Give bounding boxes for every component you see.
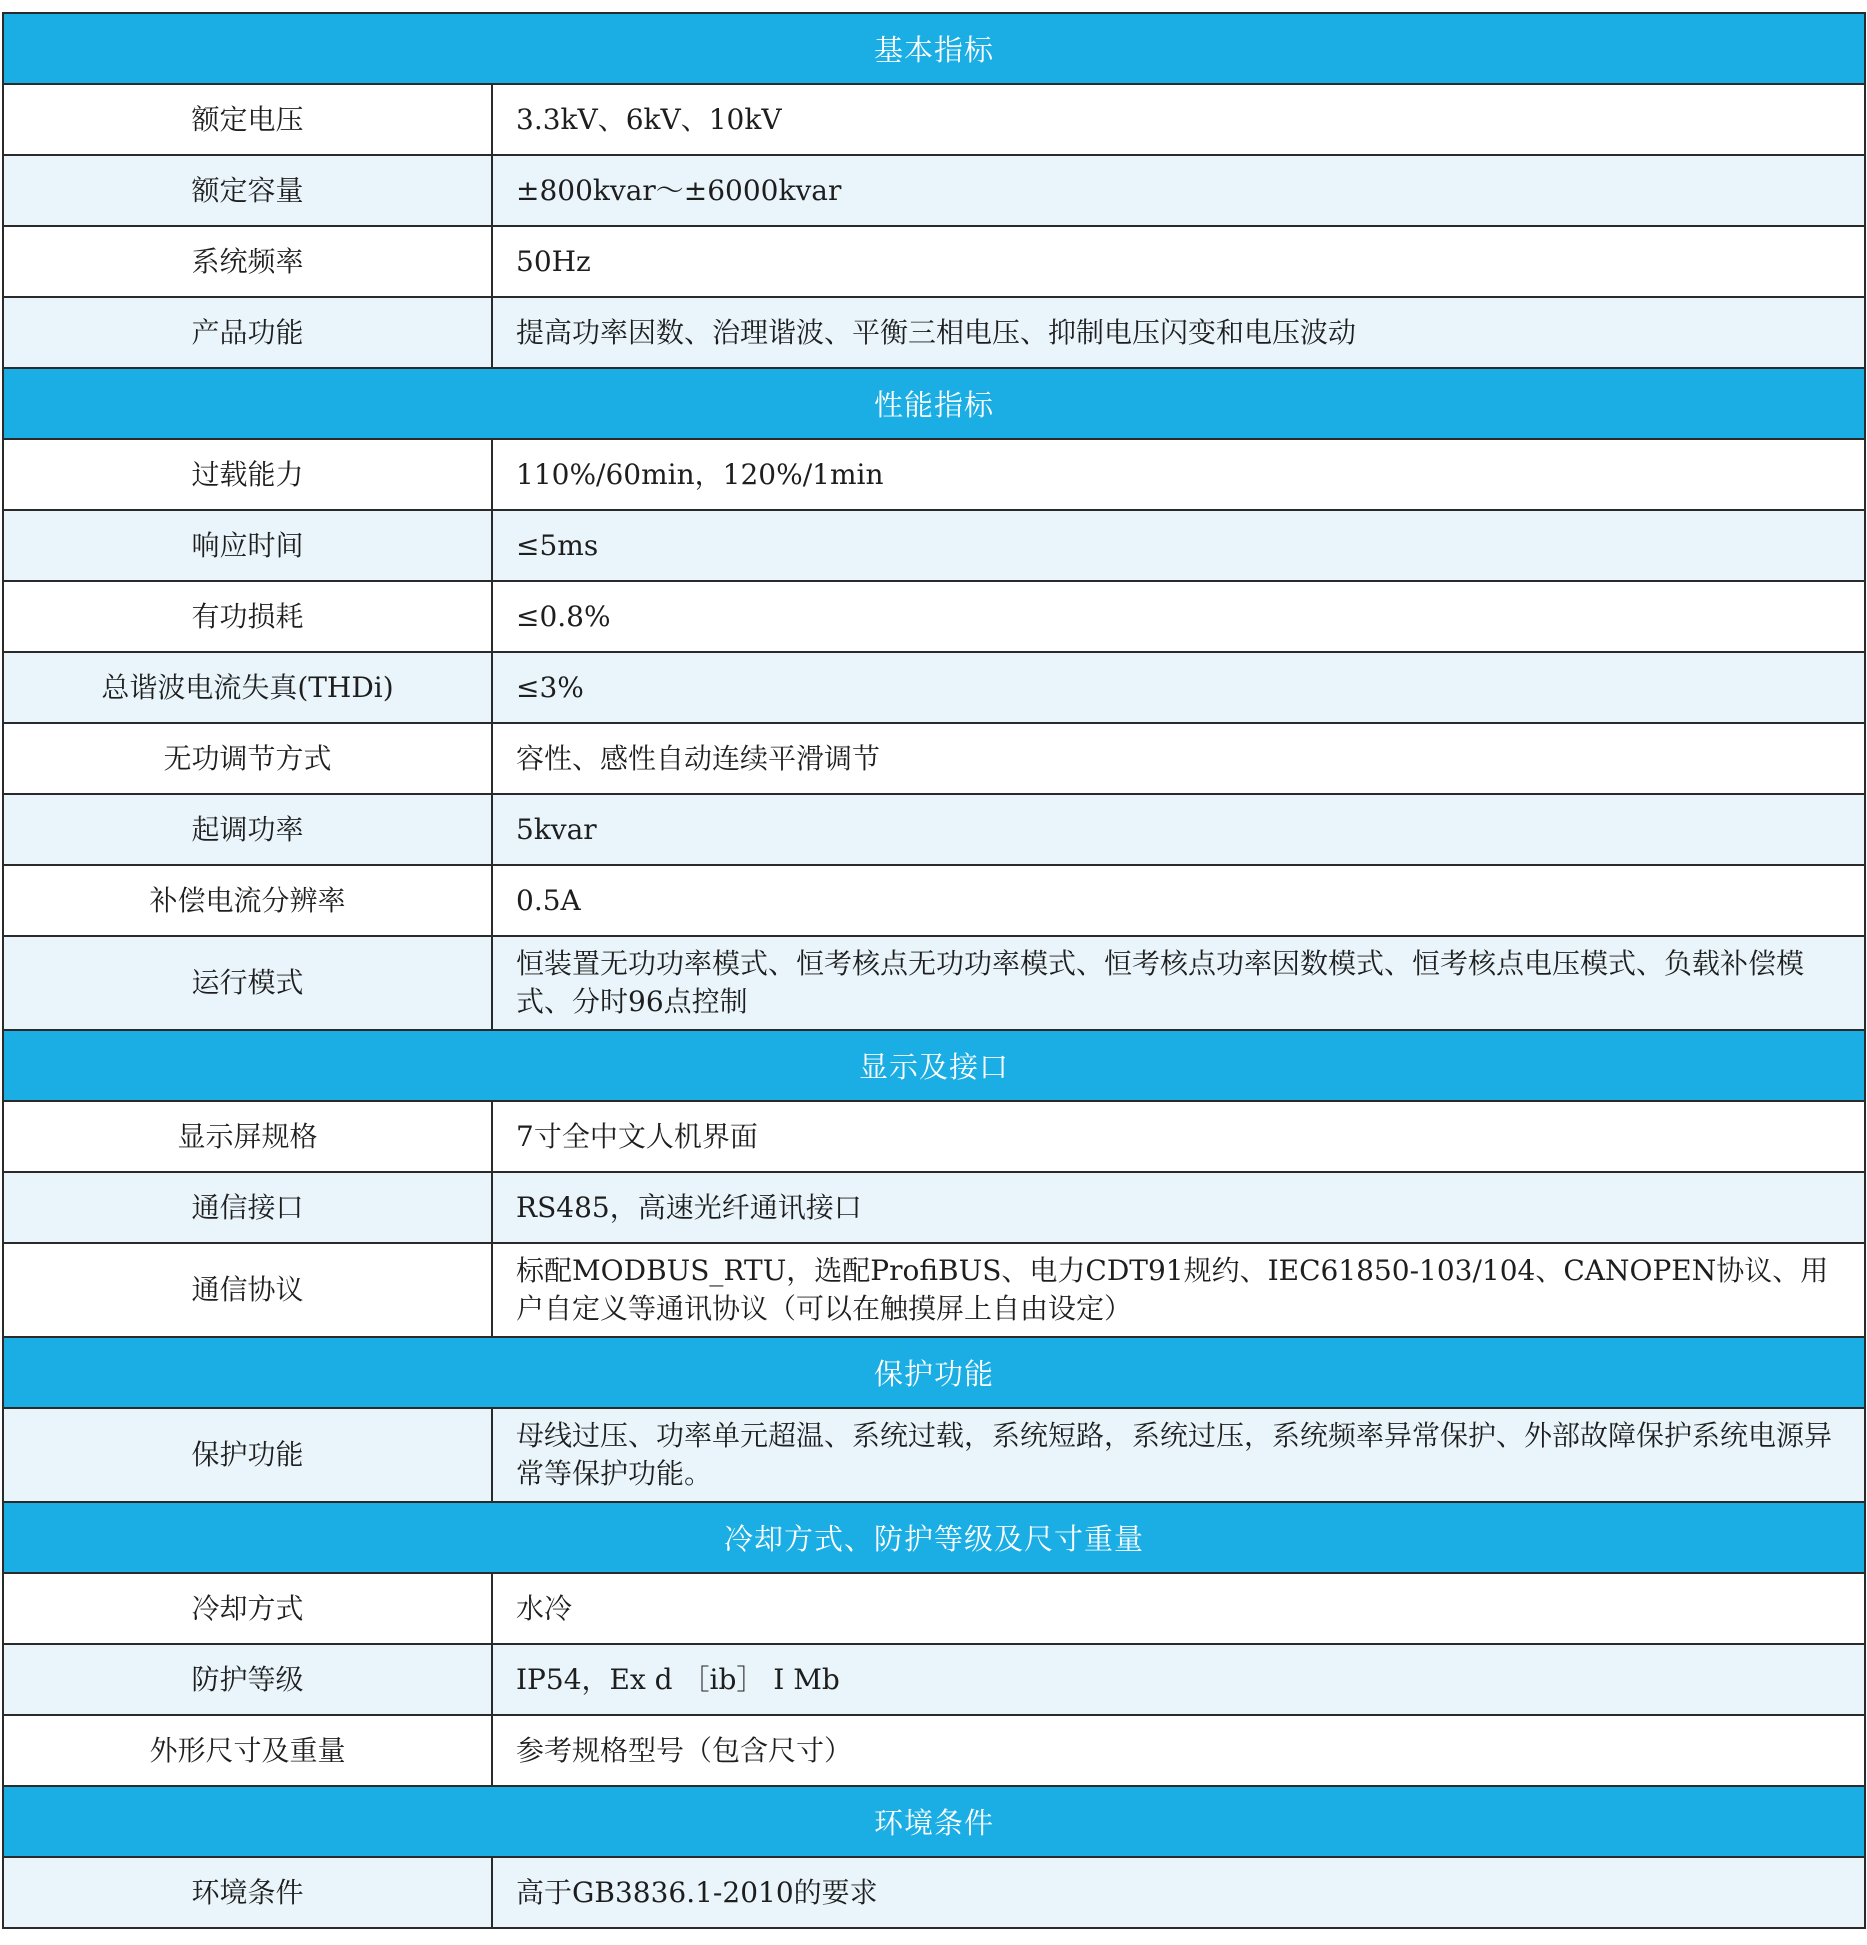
table-row	[3, 510, 1865, 581]
table-row	[3, 1172, 1865, 1243]
row-value: 50Hz	[492, 226, 1865, 297]
row-value: 容性、感性自动连续平滑调节	[492, 723, 1865, 794]
row-label: 冷却方式	[3, 1573, 492, 1644]
table-row	[3, 1715, 1865, 1786]
table-row	[3, 936, 1865, 1030]
row-label: 有功损耗	[3, 581, 492, 652]
table-row	[3, 1644, 1865, 1715]
row-label: 通信协议	[3, 1243, 492, 1337]
row-label: 环境条件	[3, 1857, 492, 1928]
row-label: 显示屏规格	[3, 1101, 492, 1172]
table-row	[3, 1101, 1865, 1172]
row-label: 起调功率	[3, 794, 492, 865]
row-value: 110%/60min，120%/1min	[492, 439, 1865, 510]
section-header-performance	[3, 368, 1865, 439]
section-header-cooling-dimensions	[3, 1502, 1865, 1573]
table-row	[3, 794, 1865, 865]
row-value: ≤3%	[492, 652, 1865, 723]
table-row	[3, 652, 1865, 723]
row-value: 提高功率因数、治理谐波、平衡三相电压、抑制电压闪变和电压波动	[492, 297, 1865, 368]
row-label: 响应时间	[3, 510, 492, 581]
row-label: 总谐波电流失真(THDi)	[3, 652, 492, 723]
table-row	[3, 723, 1865, 794]
spec-table	[2, 12, 1866, 1929]
table-row	[3, 84, 1865, 155]
row-value: 高于GB3836.1-2010的要求	[492, 1857, 1865, 1928]
row-label: 运行模式	[3, 936, 492, 1030]
section-title: 保护功能	[3, 1337, 1865, 1408]
row-label: 额定电压	[3, 84, 492, 155]
row-value: RS485，高速光纤通讯接口	[492, 1172, 1865, 1243]
row-value: ±800kvar～±6000kvar	[492, 155, 1865, 226]
section-header-environment	[3, 1786, 1865, 1857]
row-label: 产品功能	[3, 297, 492, 368]
row-label: 防护等级	[3, 1644, 492, 1715]
row-value: ≤5ms	[492, 510, 1865, 581]
row-value: 5kvar	[492, 794, 1865, 865]
table-row	[3, 297, 1865, 368]
row-value: IP54，Ex d ［ib］ I Mb	[492, 1644, 1865, 1715]
row-label: 补偿电流分辨率	[3, 865, 492, 936]
row-label: 过载能力	[3, 439, 492, 510]
table-row	[3, 1573, 1865, 1644]
section-title: 基本指标	[3, 13, 1865, 84]
row-value: 标配MODBUS_RTU，选配ProfiBUS、电力CDT91规约、IEC61850-103/104、CANOPEN协议、用户自定义等通讯协议（可以在触摸屏上自由设定）	[492, 1243, 1865, 1337]
row-label: 外形尺寸及重量	[3, 1715, 492, 1786]
row-value: 7寸全中文人机界面	[492, 1101, 1865, 1172]
section-title: 冷却方式、防护等级及尺寸重量	[3, 1502, 1865, 1573]
section-header-protection	[3, 1337, 1865, 1408]
table-row	[3, 865, 1865, 936]
table-row	[3, 155, 1865, 226]
section-title: 显示及接口	[3, 1030, 1865, 1101]
section-title: 性能指标	[3, 368, 1865, 439]
row-value: ≤0.8%	[492, 581, 1865, 652]
section-header-basic	[3, 13, 1865, 84]
table-row	[3, 1243, 1865, 1337]
row-value: 母线过压、功率单元超温、系统过载，系统短路，系统过压，系统频率异常保护、外部故障保护系统电源异常等保护功能。	[492, 1408, 1865, 1502]
section-title: 环境条件	[3, 1786, 1865, 1857]
row-value: 3.3kV、6kV、10kV	[492, 84, 1865, 155]
row-value: 0.5A	[492, 865, 1865, 936]
row-label: 无功调节方式	[3, 723, 492, 794]
table-row	[3, 581, 1865, 652]
table-row	[3, 226, 1865, 297]
row-value: 参考规格型号（包含尺寸）	[492, 1715, 1865, 1786]
table-row	[3, 1408, 1865, 1502]
row-label: 保护功能	[3, 1408, 492, 1502]
table-row	[3, 439, 1865, 510]
row-label: 额定容量	[3, 155, 492, 226]
section-header-display-interface	[3, 1030, 1865, 1101]
row-label: 通信接口	[3, 1172, 492, 1243]
row-value: 水冷	[492, 1573, 1865, 1644]
table-row	[3, 1857, 1865, 1928]
row-label: 系统频率	[3, 226, 492, 297]
row-value: 恒装置无功功率模式、恒考核点无功功率模式、恒考核点功率因数模式、恒考核点电压模式、负载补偿模式、分时96点控制	[492, 936, 1865, 1030]
